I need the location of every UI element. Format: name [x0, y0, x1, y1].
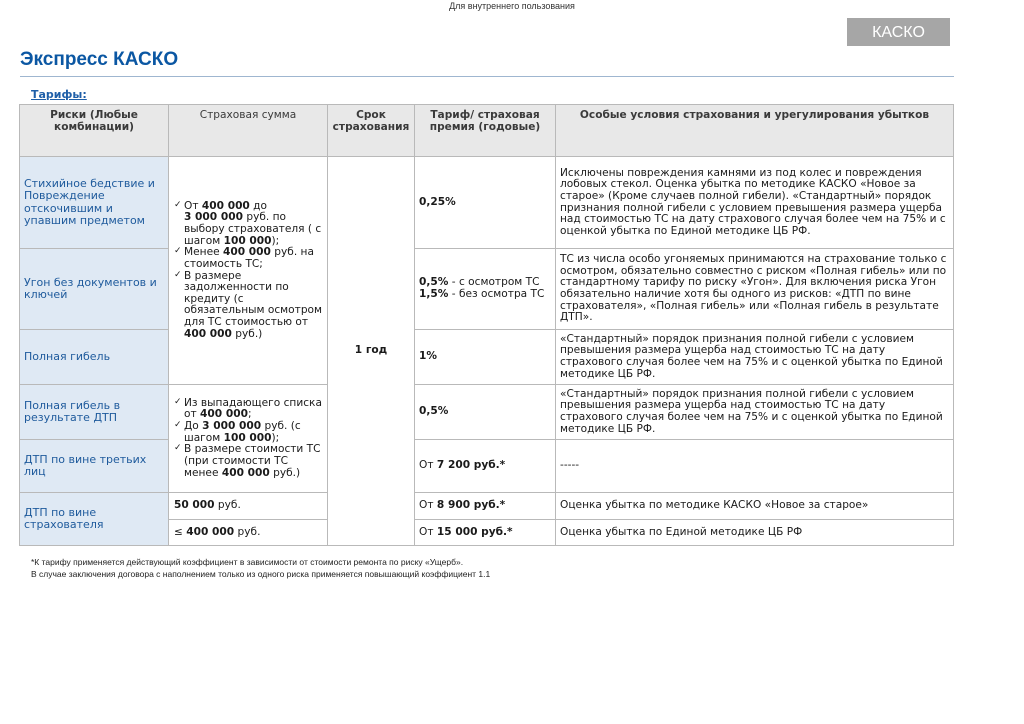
title-divider [20, 76, 954, 77]
section-label-tariffs: Тарифы: [31, 88, 87, 101]
conditions-cell [556, 249, 954, 330]
risk-cell: Угон без документов и ключей [20, 249, 169, 330]
conditions-cell [556, 157, 954, 249]
conditions-cell: Оценка убытка по методике КАСКО «Новое за старое» [556, 493, 954, 520]
conditions-cell [556, 330, 954, 385]
list-item: ✓ До 3 000 000 руб. (с шагом 100 000); [174, 421, 323, 444]
risk-cell: ДТП по вине третьих лиц [20, 440, 169, 493]
table-row [20, 440, 954, 493]
risk-cell: ДТП по вине страхователя [20, 493, 169, 546]
sum-cell-group2 [169, 385, 328, 493]
header-term: Срок страхования [328, 105, 415, 157]
sum-cell: 50 000 руб. [169, 493, 328, 520]
risk-cell: Полная гибель [20, 330, 169, 385]
kasko-badge: КАСКО [847, 18, 950, 46]
table-row [20, 157, 954, 249]
conditions-cell: ----- [556, 440, 954, 493]
sum-list [174, 201, 323, 341]
table-header-row [20, 105, 954, 157]
conditions-text: «Стандартный» порядок признания полной гибели с условием превышения размера ущерба над стоимостью ТС на дату страхового случая более чем на 75% и с оценкой убытка по Единой методике ЦБ РФ. [560, 387, 943, 435]
list-item: ✓ От 400 000 до 3 000 000 руб. по выбору страхователя ( с шагом 100 000); [174, 201, 323, 248]
sum-cell: ≤ 400 000 руб. [169, 520, 328, 546]
table-row [20, 330, 954, 385]
tariff-cell: От 15 000 руб.* [415, 520, 556, 546]
tariff-cell: 0,5% - с осмотром ТС 1,5% - без осмотра ТС [415, 249, 556, 330]
conditions-text: «Стандартный» порядок признания полной гибели с условием превышения размера ущерба над стоимостью ТС на дату страхового случая более чем на 75% и с оценкой убытка по Единой методике ЦБ РФ. [560, 332, 943, 380]
conditions-text: ТС из числа особо угоняемых принимаются на страхование только с осмотром, обязательно совместно с риском «Полная гибель» или по стандартному тарифу по риску «Угон». Для включения риска Угон обязательно наличие хотя бы одного из рисков: «ДТП по вине страхователя», «Полная гибель» или «Полная гибель в результате ДТП». [560, 253, 947, 324]
tariff-cell: 0,5% [415, 385, 556, 440]
list-item: ✓ Из выпадающего списка от 400 000; [174, 398, 323, 421]
tariff-cell: 0,25% [415, 157, 556, 249]
conditions-cell: Оценка убытка по Единой методике ЦБ РФ [556, 520, 954, 546]
risk-cell: Полная гибель в результате ДТП [20, 385, 169, 440]
tariff-table [19, 104, 954, 546]
tariff-cell: От 7 200 руб.* [415, 440, 556, 493]
table-row [20, 249, 954, 330]
header-conditions: Особые условия страхования и урегулирования убытков [556, 105, 954, 157]
header-risks: Риски (Любые комбинации) [20, 105, 169, 157]
list-item: ✓ В размере стоимости ТС (при стоимости ТС менее 400 000 руб.) [174, 444, 323, 479]
risk-cell: Стихийное бедствие и Повреждение отскочившим и упавшим предметом [20, 157, 169, 249]
list-item: ✓ Менее 400 000 руб. на стоимость ТС; [174, 247, 323, 270]
conditions-text: Исключены повреждения камнями из под колес и повреждения лобовых стекол. Оценка убытка по методике КАСКО «Новое за старое» (Кроме случаев полной гибели). «Стандартный» порядок признания полной гибели с условием превышения размера ущерба над стоимостью ТС на дату страхового случая более чем на 75% и с оценкой убытка по Единой методике ЦБ РФ. [560, 166, 946, 237]
header-tariff: Тариф/ страховая премия (годовые) [415, 105, 556, 157]
conditions-cell [556, 385, 954, 440]
tariff-cell: От 8 900 руб.* [415, 493, 556, 520]
tariff-cell: 1% [415, 330, 556, 385]
table-row [20, 493, 954, 520]
header-sum: Страховая сумма [169, 105, 328, 157]
sum-list [174, 398, 323, 479]
term-cell: 1 год [328, 157, 415, 546]
footnote-coefficient: *К тарифу применяется действующий коэффициент в зависимости от стоимости ремонта по риску «Ущерб». [31, 557, 464, 567]
table-row [20, 385, 954, 440]
internal-use-note: Для внутреннего пользования [449, 1, 575, 11]
page-title: Экспресс КАСКО [20, 49, 179, 70]
footnote-single-risk: В случае заключения договора с наполнением только из одного риска применяется повышающий коэффициент 1.1 [31, 569, 491, 579]
list-item: ✓ В размере задолженности по кредиту (с обязательным осмотром для ТС стоимостью от 400 000 руб.) [174, 271, 323, 341]
sum-cell-group1 [169, 157, 328, 385]
